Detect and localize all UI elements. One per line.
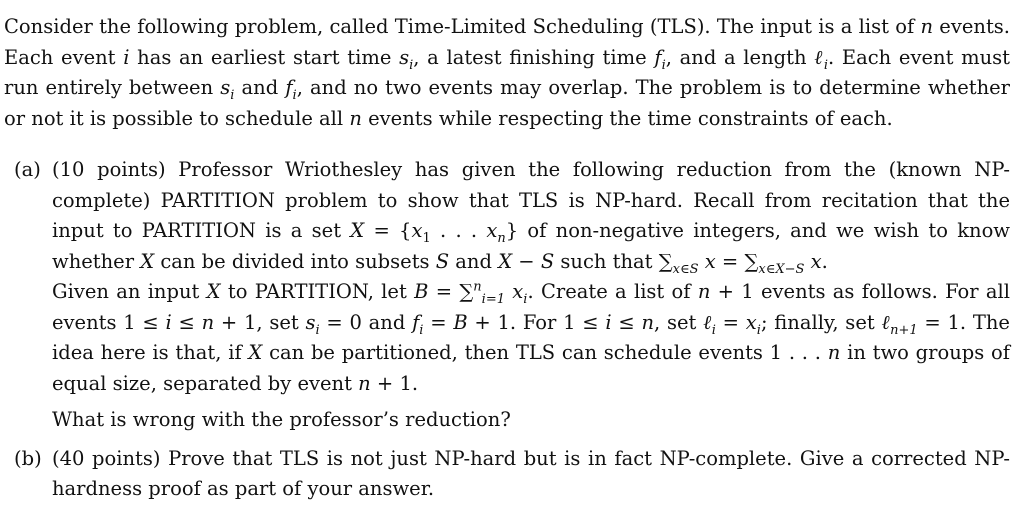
part-a-text: + 1.: [370, 371, 419, 395]
part-a: [4, 155, 1010, 436]
part-a-text: = 0 and: [319, 310, 413, 334]
math-var: f: [412, 310, 420, 334]
part-a-text: = 1. The idea here is that, if: [52, 310, 1010, 364]
math-subscript: 1: [422, 230, 431, 246]
math-subscript: i: [823, 57, 829, 73]
part-a-text: + 1 events as follows. For all events 1 ≤: [52, 280, 1010, 334]
part-a-text: (10 points) Professor Wriothesley has given the following reduction from the (known NP-complete) PARTITION problem to show that TLS is NP-hard. Recall from recitation that the input to PARTITION is a set: [52, 158, 1010, 242]
part-a-text: , set: [654, 310, 704, 334]
part-a-label: (a): [14, 158, 41, 181]
part-b-text: (40 points) Prove that TLS is not just NP-hard but is in fact NP-complete. Give a corrected NP-hardness proof as part of your answer.: [52, 446, 1010, 500]
math-superscript: n: [473, 279, 482, 295]
part-a-text: such that: [554, 249, 659, 273]
intro-text: , a latest finishing time: [413, 45, 655, 69]
math-subscript: i: [711, 322, 716, 338]
part-a-text: in two groups of equal size, separated by event: [52, 341, 1010, 395]
math-var: x: [745, 310, 757, 334]
math-var: n: [827, 341, 841, 364]
math-subscript: i: [409, 57, 414, 73]
math-var: i: [605, 310, 612, 334]
math-symbol: =: [428, 280, 460, 303]
intro-text: has an earliest start time: [129, 45, 400, 69]
math-var: n: [201, 310, 215, 334]
math-var: X: [248, 341, 263, 364]
math-symbol: =: [715, 249, 745, 273]
math-symbol: .: [821, 249, 828, 273]
math-var: x: [810, 249, 822, 273]
math-var: x: [411, 219, 423, 242]
math-symbol: =: [423, 310, 454, 334]
part-a-text: to PARTITION, let: [220, 280, 415, 303]
math-symbol: =: [715, 310, 746, 334]
math-var: s: [305, 310, 316, 334]
math-symbol: . . .: [430, 219, 487, 242]
part-a-text: + 1. For 1 ≤: [467, 310, 606, 334]
part-b-label: (b): [14, 446, 42, 470]
intro-text: and: [234, 76, 286, 99]
math-subscript: i: [315, 322, 320, 338]
part-a-text: . Create a list of: [527, 280, 698, 303]
sum-symbol: ∑: [744, 249, 759, 273]
math-var: ℓ: [881, 310, 891, 334]
math-var: X: [498, 249, 513, 273]
math-subscript: n+1: [890, 322, 918, 338]
intro-text: events. Each event: [4, 15, 1010, 69]
math-subscript: x∈S: [672, 261, 699, 277]
math-var: i: [123, 45, 130, 69]
math-subscript: i: [419, 322, 424, 338]
math-subscript: i: [523, 291, 528, 307]
math-var: x: [486, 219, 498, 242]
math-var: n: [358, 371, 371, 395]
math-var: X: [140, 249, 155, 273]
intro-text: events while respecting the time constraints of each.: [361, 106, 893, 130]
sum-symbol: ∑: [658, 249, 673, 273]
intro-text: , and a length: [665, 45, 815, 69]
sum-symbol: ∑: [459, 280, 474, 303]
math-var: f: [285, 76, 293, 99]
part-a-text: ; finally, set: [760, 310, 882, 334]
math-symbol: −: [512, 249, 541, 273]
math-symbol: ≤: [171, 310, 202, 334]
problem-parts: [4, 155, 1010, 505]
part-b: [4, 444, 1010, 505]
math-var: ℓ: [703, 310, 712, 334]
math-var: x: [704, 249, 716, 273]
math-subscript: i: [292, 87, 297, 103]
math-var: f: [654, 45, 662, 69]
math-subscript: n: [497, 230, 506, 246]
part-a-paragraph-1: [52, 155, 1010, 277]
math-symbol: ≤: [611, 310, 642, 334]
intro-text: . Each event must run entirely between: [4, 45, 1011, 99]
math-var: B: [414, 280, 429, 303]
math-var: n: [349, 106, 362, 130]
math-subscript: i: [230, 87, 235, 103]
math-subscript: x∈X−S: [758, 261, 805, 277]
math-var: S: [540, 249, 555, 273]
problem-intro: [4, 12, 1010, 134]
math-var: n: [920, 15, 934, 38]
part-a-text: and: [449, 249, 499, 273]
math-var: s: [399, 45, 410, 69]
math-var: s: [220, 76, 231, 99]
part-a-text: can be partitioned, then TLS can schedule events 1 . . .: [262, 341, 828, 364]
part-a-text: } of non-negative integers, and we wish to know whether: [52, 219, 1010, 273]
intro-text: , and no two events may overlap. The problem is to determine whether or not it is possible to schedule all: [4, 76, 1010, 130]
math-var: n: [697, 280, 711, 303]
math-subscript: i: [756, 322, 761, 338]
math-var: S: [435, 249, 450, 273]
math-var: ℓ: [814, 45, 824, 69]
part-a-question: What is wrong with the professor’s reduction?: [52, 408, 511, 431]
math-var: x: [512, 280, 524, 303]
math-var: X: [350, 219, 365, 242]
math-subscript: i: [661, 57, 666, 73]
intro-text: Consider the following problem, called Time-Limited Scheduling (TLS). The input is a list of: [4, 15, 921, 38]
math-symbol: = {: [364, 219, 412, 242]
part-a-text: Given an input: [52, 280, 207, 303]
math-var: B: [453, 310, 468, 334]
math-var: i: [165, 310, 172, 334]
math-var: X: [206, 280, 221, 303]
math-var: n: [641, 310, 655, 334]
part-a-text: can be divided into subsets: [154, 249, 436, 273]
part-a-text: + 1, set: [214, 310, 306, 334]
part-a-paragraph-2: [52, 277, 1010, 399]
math-subscript: i=1: [481, 291, 505, 307]
